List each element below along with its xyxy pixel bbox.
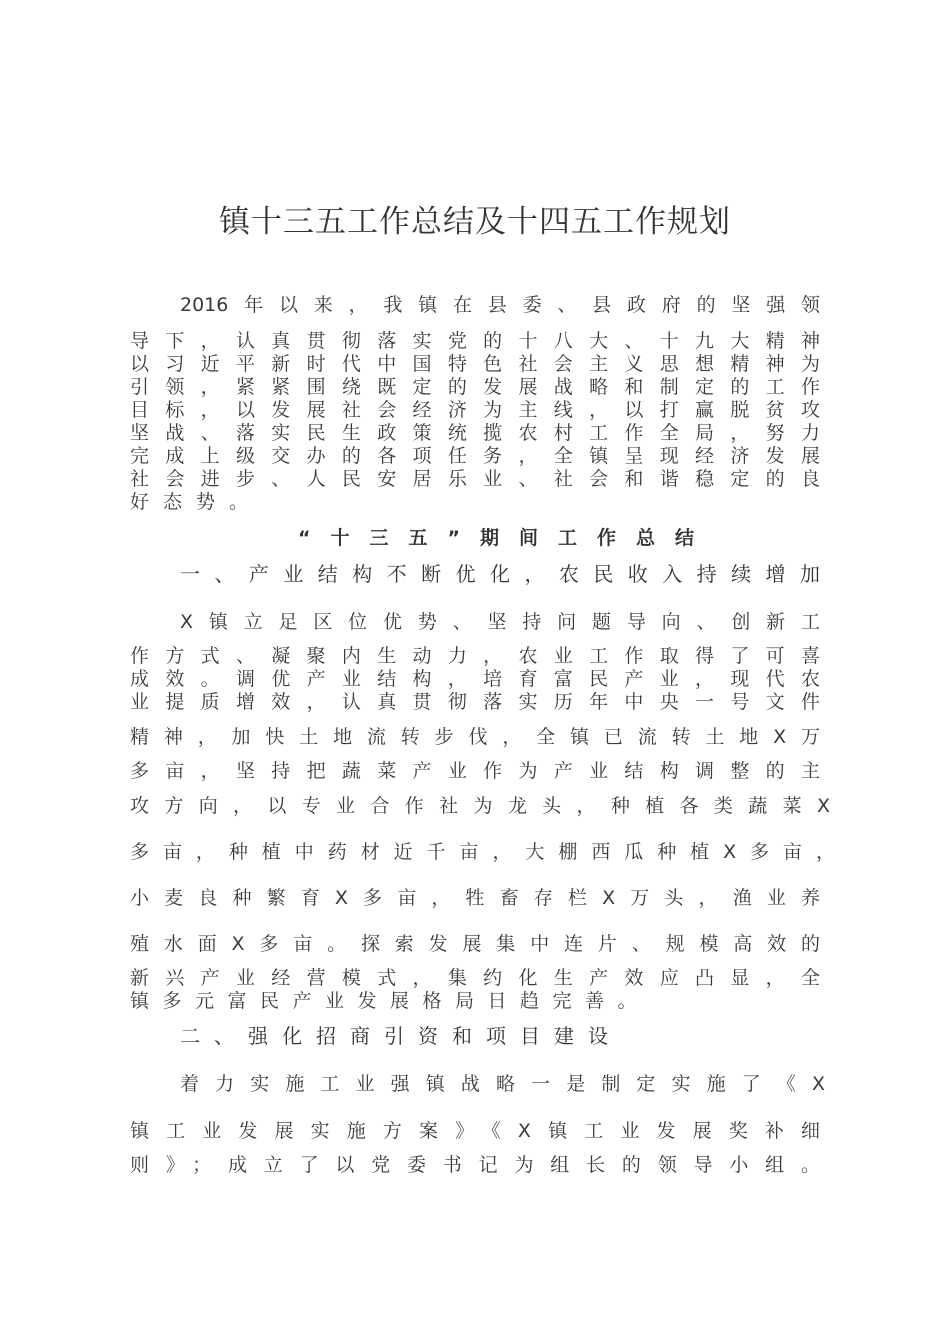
- intro-line: 完成上级交办的各项任务，全镇呈现经济发展: [130, 445, 820, 467]
- part1-line: 多亩，种植中药材近千亩，大棚西瓜种植X多亩，: [130, 841, 835, 863]
- part1-line: 多亩，坚持把蔬菜产业作为产业结构调整的主: [130, 760, 820, 782]
- document-title: 镇十三五工作总结及十四五工作规划: [219, 204, 731, 240]
- intro-line: 目标，以发展社会经济为主线，以打赢脱贫攻: [130, 399, 820, 421]
- part1-line: 成效。调优产业结构，培育富民产业，现代农: [130, 668, 820, 690]
- part1-line: 殖水面X多亩。探索发展集中连片、规模高效的: [130, 933, 820, 955]
- part1-line: 镇多元富民产业发展格局日趋完善。: [130, 990, 651, 1012]
- intro-line: 2016年以来，我镇在县委、县政府的坚强领: [180, 294, 820, 316]
- intro-line: 好态势。: [130, 491, 263, 513]
- part1-line: 业提质增效，认真贯彻落实历年中央一号文件: [130, 691, 820, 713]
- section-heading: “十三五”期间工作总结: [298, 527, 714, 549]
- part2-line: 则》；成立了以党委书记为组长的领导小组。: [130, 1154, 820, 1176]
- part1-line: 精神，加快土地流转步伐，全镇已流转土地X万: [130, 726, 820, 748]
- part1-line: 小麦良种繁育X多亩，牲畜存栏X万头，渔业养: [130, 887, 820, 909]
- part2-line: 镇工业发展实施方案》《X镇工业发展奖补细: [130, 1120, 820, 1142]
- part1-line: X镇立足区位优势、坚持问题导向、创新工: [180, 611, 820, 633]
- part2-line: 着力实施工业强镇战略一是制定实施了《X: [180, 1073, 825, 1095]
- intro-line: 坚战、落实民生政策统揽农村工作全局，努力: [130, 422, 820, 444]
- part1-line: 新兴产业经营模式，集约化生产效应凸显，全: [130, 967, 820, 989]
- intro-line: 以习近平新时代中国特色社会主义思想精神为: [130, 353, 820, 375]
- intro-line: 引领，紧紧围绕既定的发展战略和制定的工作: [130, 376, 820, 398]
- part2-heading: 二、强化招商引资和项目建设: [180, 1024, 622, 1048]
- intro-line: 导下，认真贯彻落实党的十八大、十九大精神: [130, 330, 820, 352]
- part1-heading: 一、产业结构不断优化，农民收入持续增加: [180, 562, 820, 586]
- intro-line: 社会进步、人民安居乐业、社会和谐稳定的良: [130, 468, 820, 490]
- part1-line: 攻方向，以专业合作社为龙头，种植各类蔬菜X: [130, 795, 830, 817]
- part1-line: 作方式、凝聚内生动力，农业工作取得了可喜: [130, 645, 820, 667]
